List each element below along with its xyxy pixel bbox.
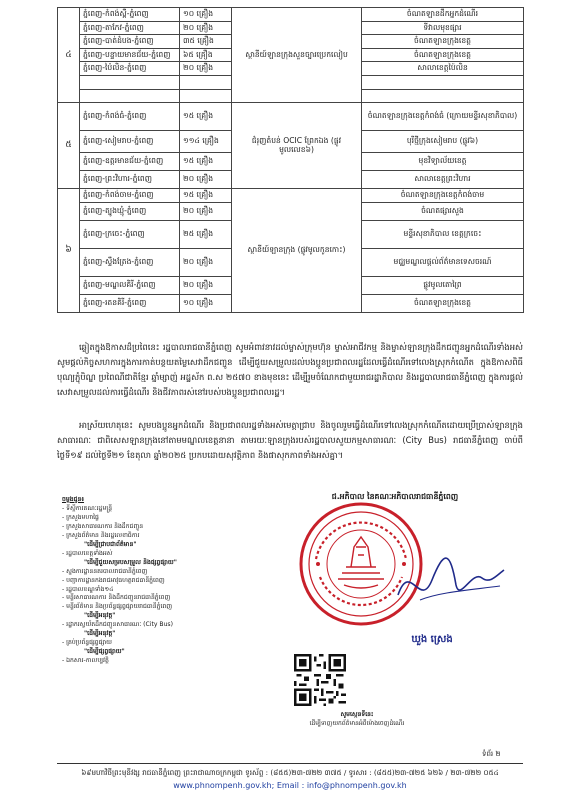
email-label: ; Email : <box>271 781 307 790</box>
bus-route-table <box>57 7 524 313</box>
footer-contact <box>57 781 523 790</box>
recipient-item: - ឯកសារ-កាលប្បវត្តិ <box>62 657 109 665</box>
bus-count: ២០ គ្រឿង <box>180 248 232 276</box>
recipient-item: - ទីស្តីការគណៈរដ្ឋមន្ត្រី <box>62 504 113 512</box>
qr-code[interactable] <box>294 654 346 706</box>
recipient-purpose: "ដើម្បីជ្រាបជាព័ត៌មាន" <box>84 540 137 548</box>
group-number: ៤ <box>58 8 80 103</box>
recipient-item: - ក្រសួងមហាផ្ទៃ <box>62 513 99 521</box>
arrival-stop: បុរីថ្មីក្រុងសៀមរាប (ផ្លូវ៦) <box>362 131 524 153</box>
recipient-purpose: "ដើម្បីអនុវត្ត" <box>84 612 116 620</box>
route-name: ភ្នំពេញ-រតនគិរី-ភ្នំពេញ <box>80 294 180 312</box>
recipients-title: ចម្លងជូន៖ <box>62 496 85 503</box>
recipient-purpose: "ដើម្បីអនុវត្ត" <box>84 630 116 638</box>
route-name: ភ្នំពេញ-មណ្ឌលគិរី-ភ្នំពេញ <box>80 276 180 294</box>
route-name: ភ្នំពេញ-ប៉ៃលិន-ភ្នំពេញ <box>80 62 180 76</box>
bus-count: ២០ គ្រឿង <box>180 171 232 189</box>
email-link[interactable]: info@phnompenh.gov.kh <box>306 781 407 790</box>
recipient-item: - ក្រសួងព័ត៌មាន និងរដ្ឋលេខាធិការ <box>62 531 140 539</box>
recipient-item: - បញ្ជាការដ្ឋានកងរាជអាវុធហត្ថរាជធានីភ្នំពេញ <box>62 576 165 584</box>
route-name: ភ្នំពេញ-ត្បូងឃ្មុំ-ភ្នំពេញ <box>80 202 180 220</box>
page-number: ទំព័រ ២ <box>482 750 501 758</box>
bus-count: ២០ គ្រឿង <box>180 276 232 294</box>
arrival-stop: មុខវិទ្យាល័យខេត្ត <box>362 153 524 171</box>
arrival-stop: មជ្ឈមណ្ឌលផ្តល់ព័ត៌មានទេសចរណ៍ <box>362 248 524 276</box>
recipient-item: - រដ្ឋបាលខេត្តទាំងអស់ <box>62 549 113 557</box>
signatory-name: ឃួង ស្រេង <box>411 634 453 645</box>
route-name: ភ្នំពេញ-តាកែវ-ភ្នំពេញ <box>80 21 180 35</box>
arrival-stop: ចំណតឡានក្រុងខេត្ត <box>362 294 524 312</box>
arrival-stop: ចំណតឡានក្រុងខេត្តកំពង់ធំ (ក្រោយមន្ទីរសុខាភិបាល) <box>362 103 524 131</box>
route-name: ភ្នំពេញ-កំពង់ធំ-ភ្នំពេញ <box>80 103 180 131</box>
conclusion-paragraph: អាស្រ័យហេតុនេះ សូមបងប្អូនអ្នកដំណើរ និងប្រជាពលរដ្ឋទាំងអស់មេត្តាជ្រាប និងចូលរួមធ្វើដំណើរទៅលេងស្រុកកំណើតដោយប្រើប្រាស់ឡានក្រុងសាធារណៈ ជាពិសេសឡានក្រុងនៅតាមមណ្ឌលខេត្តនានា តាមរយៈឡានក្រុងរបស់រដ្ឋបាលសួយកម្មសាធារណៈ (City Bus) រាជធានីភ្នំពេញ ចាប់ពីថ្ងៃទី១៩ ដល់ថ្ងៃទី២១ ខែតុលា ឆ្នាំ២០២៥ ប្រកបដោយសុវត្ថិភាព និងផាសុកភាពទាំងអស់គ្នា។ <box>57 420 523 460</box>
bus-count: ៦៥ គ្រឿង <box>180 48 232 62</box>
arrival-stop: សាលាខេត្តប៉ៃលិន <box>362 62 524 76</box>
arrival-stop: ចំណតឡានក្រុងខេត្ត <box>362 48 524 62</box>
arrival-stop: ចំណតឡានដឹកអ្នកដំណើរ <box>362 8 524 22</box>
bus-count: ២០ គ្រឿង <box>180 202 232 220</box>
bus-count: ១០ គ្រឿង <box>180 8 232 22</box>
recipient-item: - មន្ទីរព័ត៌មាន និងប្រព័ន្ធផ្សព្វផ្សាយរាជធានីភ្នំពេញ <box>62 603 173 611</box>
bus-count: ២៥ គ្រឿង <box>180 220 232 248</box>
route-name: ភ្នំពេញ-បាត់ដំបង-ភ្នំពេញ <box>80 35 180 49</box>
group-number: ៦ <box>58 189 80 313</box>
footer-divider <box>57 763 523 764</box>
bus-count: ១៥ គ្រឿង <box>180 189 232 203</box>
route-name: ភ្នំពេញ-ព្រះវិហារ-ភ្នំពេញ <box>80 171 180 189</box>
arrival-stop: មន្ទីរសុខាភិបាល ខេត្តក្រចេះ <box>362 220 524 248</box>
table-row <box>58 189 524 203</box>
arrival-stop: ផ្លូវមូលតោព្រៃ <box>362 276 524 294</box>
table-row <box>58 103 524 131</box>
website-link[interactable]: www.phnompenh.gov.kh <box>173 781 272 790</box>
recipient-item: - រដ្ឋបាលខណ្ឌទាំង១៤ <box>62 585 114 593</box>
qr-scan-title: សូមស្កេនទីនេះ <box>340 711 374 718</box>
route-name: ភ្នំពេញ-បន្ទាយមានជ័យ-ភ្នំពេញ <box>80 48 180 62</box>
route-name: ភ្នំពេញ-កំពង់ចាម-ភ្នំពេញ <box>80 189 180 203</box>
recipient-purpose: "ដើម្បីផ្សព្វផ្សាយ" <box>84 648 125 656</box>
departure-station: ជំរុញតំបន់ OCIC ព្រែកឯង (ផ្លូវមូលលេខ៦) <box>232 103 362 189</box>
departure-station: ស្ថានីយ៍ឡានក្រុងសួនច្បារប្រេកលៀប <box>232 8 362 103</box>
bus-count: ១៥ គ្រឿង <box>180 103 232 131</box>
route-name: ភ្នំពេញ-កំពង់ស្ពឺ-ភ្នំពេញ <box>80 8 180 22</box>
recipient-item: - រដ្ឋាករស្វយ័តដឹកជញ្ជូនសាធារណៈ (City Bus) <box>62 621 173 629</box>
appeal-paragraph: ឆ្លៀតក្នុងឱកាសដ៏ប្រពៃនេះ រដ្ឋបាលរាជធានីភ្នំពេញ សូមអំពាវនាវដល់ម្ចាស់ក្រុមហ៊ុន ម្ចាស់អាជីវកម្ម និងម្ចាស់ឡានក្រុងដឹកជញ្ជូនអ្នកដំណើរទាំងអស់ សូមផ្តល់កិច្ចសហការក្នុងការកាត់បន្ថយតម្លៃសេវាដឹកជញ្ជូន ដើម្បីជួយសម្រួលដល់បងប្អូនប្រជាពលរដ្ឋដែលធ្វើដំណើរទៅលេងស្រុកកំណើត ក្នុងឱកាសពិធីបុណ្យភ្ជុំបិណ្ឌ ប្រពៃណីជាតិខ្មែរ ឆ្នាំម្សាញ់ អដ្ឋស័ក ព.ស ២៥៧០ ខាងមុខនេះ ដើម្បីរួមចំណែកជាមួយរាជរដ្ឋាភិបាល និងរដ្ឋបាលរាជធានីភ្នំពេញ ក្នុងការផ្តល់សេវាសម្រួលដល់ការធ្វើដំណើរ និងជីវភាពរស់នៅរបស់បងប្អូនប្រជាពលរដ្ឋ។ <box>57 342 523 397</box>
arrival-stop: ចំណតឡានក្រុងខេត្ត <box>362 35 524 49</box>
route-name: ភ្នំពេញ-ក្រចេះ-ភ្នំពេញ <box>80 220 180 248</box>
recipient-purpose: "ដើម្បីជួយសម្របសម្រួល និងផ្សព្វផ្សាយ" <box>84 558 177 566</box>
route-name: ភ្នំពេញ-ស្ទឹងត្រែង-ភ្នំពេញ <box>80 248 180 276</box>
bus-count: ១១៤ គ្រឿង <box>180 131 232 153</box>
handwritten-signature <box>390 540 510 620</box>
arrival-stop: ចំណតឡានក្រុងខេត្តកំពង់ចាម <box>362 189 524 203</box>
bus-count: ១០ គ្រឿង <box>180 294 232 312</box>
route-name: ភ្នំពេញ-សៀមរាប-ភ្នំពេញ <box>80 131 180 153</box>
signatory-title: ជ.អភិបាល នៃគណៈអភិបាលរាជធានីភ្នំពេញ <box>331 492 459 501</box>
bus-count: ២០ គ្រឿង <box>180 62 232 76</box>
arrival-stop: សាលាខេត្តព្រះវិហារ <box>362 171 524 189</box>
table-row <box>58 8 524 22</box>
recipient-item: - ស្នងការដ្ឋាននគរបាលរាជធានីភ្នំពេញ <box>62 567 148 575</box>
bus-count: ៣៥ គ្រឿង <box>180 35 232 49</box>
footer-address: ៦៩មហាវិថីព្រះមុនីវង្ស រាជធានីភ្នំពេញ ព្រះរាជាណាចក្រកម្ពុជា ទូរស័ព្ទ : (៨៥៥)២៣-៧២២ ៣៧៥ / ទូរសារ : (៨៥៥)២៣-៧២៥ ៦២៦ / ២៣-៧២២ ០៥៤ <box>81 768 499 777</box>
route-name: ភ្នំពេញ-ឧត្តរមានជ័យ-ភ្នំពេញ <box>80 153 180 171</box>
arrival-stop: ចំណតផ្សារសួង <box>362 202 524 220</box>
departure-station: ស្ថានីយ៍ឡានក្រុង (ផ្លូវមូលកូនកោះ) <box>232 189 362 313</box>
recipient-item: - ក្រសួងសាធារណការ និងដឹកជញ្ជូន <box>62 522 144 530</box>
qr-scan-caption: ដើម្បីទាញយកព័ត៌មានអំពីម៉ោងចេញដំណើរ <box>309 720 405 727</box>
recipient-item: - គ្រប់ប្រព័ន្ធផ្សព្វផ្សាយ <box>62 639 112 647</box>
arrival-stop: ទីវាលមុខផ្សារ <box>362 21 524 35</box>
bus-count: ២០ គ្រឿង <box>180 21 232 35</box>
recipient-item: - មន្ទីរសាធារណការ និងដឹកជញ្ជូនរាជធានីភ្នំពេញ <box>62 594 171 602</box>
group-number: ៥ <box>58 103 80 189</box>
recipients-list <box>62 496 292 666</box>
bus-count: ១៥ គ្រឿង <box>180 153 232 171</box>
